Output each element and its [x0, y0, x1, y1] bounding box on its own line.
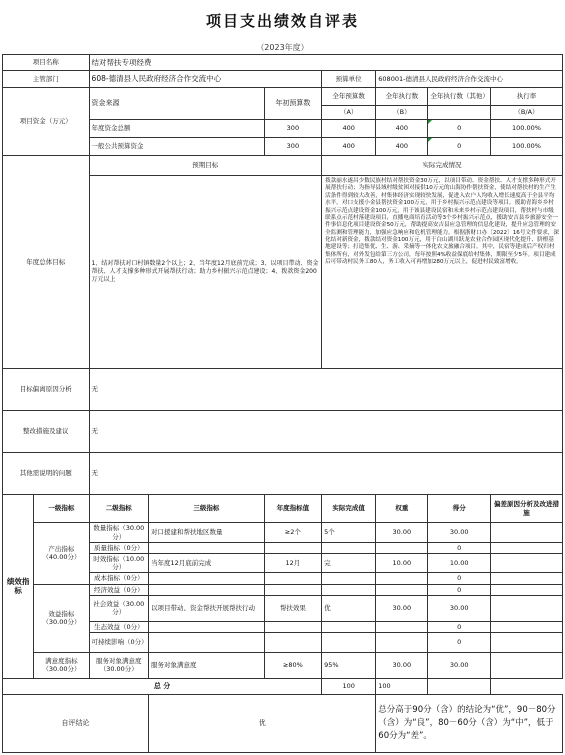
perf-score: 0 — [428, 543, 491, 554]
funds-sub-ba: （B/A） — [490, 106, 562, 120]
perf-score: 30.00 — [428, 595, 491, 621]
funds-rate-header: 执行率 — [490, 88, 562, 106]
perf-row — [3, 652, 563, 678]
goals-expected-header: 预期目标 — [89, 156, 322, 176]
deviation-row — [3, 369, 563, 411]
total-label: 总 分 — [3, 678, 322, 694]
perf-l3 — [148, 632, 264, 652]
report-year: （2023年度） — [256, 43, 309, 52]
perf-l2: 数量指标（30.00分） — [89, 523, 148, 543]
total-score: 100 — [376, 678, 428, 694]
perf-score: 0 — [428, 632, 491, 652]
perf-l2: 经济效益（0分） — [89, 584, 148, 595]
perf-l2: 质量指标（0分） — [89, 543, 148, 554]
funds-annual-header: 年初预算数 — [264, 88, 321, 120]
project-row — [3, 55, 563, 71]
perf-group-benefit: 效益指标（30.00分） — [34, 584, 89, 652]
perf-score: 30.00 — [428, 652, 491, 678]
perf-actual: 完 — [322, 554, 376, 573]
perf-l3: 对口援建和帮扶地区数量 — [148, 523, 264, 543]
perf-target: ≥2个 — [264, 523, 321, 543]
page-title: 项目支出绩效自评表 — [205, 12, 359, 30]
perf-target — [264, 573, 321, 584]
perf-weight: 30.00 — [376, 523, 428, 543]
self-eval-rule: 总分高于90分（含）的结论为“优”，90－80分（含）为“良”，80－60分（含）为“中”，低于60分为“差”。 — [376, 694, 563, 752]
perf-l2: 时效指标（10.00分） — [89, 554, 148, 573]
perf-target: ≥80% — [264, 652, 321, 678]
perf-weight: 10.00 — [376, 554, 428, 573]
perf-header-row — [3, 495, 563, 523]
self-eval-row — [3, 694, 563, 752]
perf-weight — [376, 543, 428, 554]
perf-target — [264, 543, 321, 554]
rectify-value: 无 — [89, 411, 562, 453]
perf-weight — [376, 573, 428, 584]
unit-label: 预算单位 — [322, 71, 376, 88]
funds-exec-header: 全年执行数 — [376, 88, 428, 106]
funds-row-budget: 400 — [322, 120, 376, 138]
goals-actual-text: 拨款丽水遂昌少数民族村结对帮扶资金30万元，以项目带动、资金帮扶、人才支撑多种形式开展帮扶行动；为指导县域村级贫困对接供10万元的山海协作帮扶资金，使结对帮扶村的生产生活条件得到较大改善，村集体经济实现较快发展，促进入农户人均收入增长速度高于全县平均水平。对口支援小金县帮扶资金100万元，用于乡村振兴示范点建设等项目。援助青海乡乡村振兴示范点建设资金100万元，用于该县建设民宿和未来乡村示范点建设项目，帮扶村与市级联系点示范村落建设项目，直播电商培育活动等3个乡村振兴示范点，援助安吉县乡旅游安全一件事信息化项目建设资金50万元，帮助提高安吉县应急管理的信息化建设，提升应急管理的安全监测和管理能力，加强应急响应和危机管理能力。根据浙财口办〔2022〕16号文件要求，深化结对新资金，拨款结对资金100万元，用于白山湖川跃龙农业合作园区现代化提升、脐橙基地建设等；打造集优、生、游、采摘等一体化农文旅融合项目。其中，民宿等建成后产权归村集体所有，对外发包给第三方公司，每年按照4%收益保底给村集体，期限至少5年。项目建成后可带动村民务工80人，务工收入可再增加280万元以上，促进村民致富增收。 — [322, 176, 563, 369]
funds-source-header: 资金来源 — [89, 88, 264, 120]
perf-weight — [376, 584, 428, 595]
perf-target — [264, 632, 321, 652]
perf-actual: 优 — [322, 595, 376, 621]
project-name: 结对帮扶专项经费 — [89, 55, 562, 71]
perf-actual — [322, 584, 376, 595]
other-value: 无 — [89, 453, 562, 495]
perf-actual — [322, 543, 376, 554]
funds-row-rate: 100.00% — [490, 120, 562, 138]
unit-value: 608001-德清县人民政府经济合作交流中心 — [376, 71, 563, 88]
perf-actual — [322, 573, 376, 584]
funds-budget-header: 全年预算数 — [322, 88, 376, 106]
perf-group-satisfaction: 满意度指标（30.00分） — [34, 652, 89, 678]
perf-row — [3, 584, 563, 595]
perf-target: 12月 — [264, 554, 321, 573]
perf-h1: 一级指标 — [34, 495, 89, 523]
deviation-value: 无 — [89, 369, 562, 411]
perf-l2: 生态效益（0分） — [89, 621, 148, 632]
goals-header-row — [3, 156, 563, 176]
perf-l2: 可持续影响（0分） — [89, 632, 148, 652]
funds-row-rate: 100.00% — [490, 138, 562, 156]
perf-score: 0 — [428, 621, 491, 632]
project-label: 项目名称 — [3, 55, 90, 71]
perf-h-weight: 权重 — [376, 495, 428, 523]
perf-h-reason: 偏差原因分析及改进措施 — [490, 495, 562, 523]
deviation-label: 目标偏离原因分析 — [3, 369, 90, 411]
total-row — [3, 678, 563, 694]
dept-value: 608-德清县人民政府经济合作交流中心 — [89, 71, 322, 88]
perf-h2: 二级指标 — [89, 495, 148, 523]
perf-label: 绩效指标 — [3, 495, 34, 679]
perf-l3: 服务对象满意度 — [148, 652, 264, 678]
total-weight: 100 — [322, 678, 376, 694]
dept-label: 主管部门 — [3, 71, 90, 88]
funds-row-exec: 400 — [376, 120, 428, 138]
other-row — [3, 453, 563, 495]
perf-l3: 当年度12月底前完成 — [148, 554, 264, 573]
perf-score: 30.00 — [428, 523, 491, 543]
dept-row — [3, 71, 563, 88]
perf-h-score: 得分 — [428, 495, 491, 523]
perf-l2: 服务对象满意度（30.00分） — [89, 652, 148, 678]
perf-score: 0 — [428, 584, 491, 595]
funds-other-header: 全年执行数（其他） — [428, 88, 491, 106]
perf-h-actual: 实际完成值 — [322, 495, 376, 523]
rectify-label: 整改措施及建议 — [3, 411, 90, 453]
goals-actual-header: 实际完成情况 — [322, 156, 563, 176]
funds-row-other: 0 — [428, 138, 491, 156]
perf-row — [3, 523, 563, 543]
funds-sub-a: （A） — [322, 106, 376, 120]
perf-l3 — [148, 584, 264, 595]
self-eval-value: 优 — [148, 694, 375, 752]
perf-target — [264, 621, 321, 632]
perf-actual: 95% — [322, 652, 376, 678]
funds-row-name: 一般公共预算资金 — [89, 138, 264, 156]
perf-l2: 成本指标（0分） — [89, 573, 148, 584]
funds-row-exec: 400 — [376, 138, 428, 156]
perf-l3 — [148, 543, 264, 554]
perf-l3 — [148, 573, 264, 584]
funds-row-budget: 400 — [322, 138, 376, 156]
perf-group-output: 产出指标（40.00分） — [34, 523, 89, 585]
perf-weight — [376, 632, 428, 652]
perf-actual — [322, 621, 376, 632]
perf-weight: 30.00 — [376, 652, 428, 678]
goals-expected-text: 1、结对帮扶对口村镇数量2个以上；2、当年度12月底前完成；3、以项目带动、资金帮扶、人才支撑多种形式开展帮扶行动；助力乡村振兴示范点建设；4、拨款资金200万元以上 — [89, 176, 322, 369]
perf-score: 10.00 — [428, 554, 491, 573]
funds-sub-b: （B） — [376, 106, 428, 120]
funds-row-annual: 300 — [264, 120, 321, 138]
perf-h-target: 年度指标值 — [264, 495, 321, 523]
rectify-row — [3, 411, 563, 453]
funds-label: 项目资金（万元） — [3, 88, 90, 156]
perf-actual: 5个 — [322, 523, 376, 543]
funds-row-other: 0 — [428, 120, 491, 138]
perf-l3 — [148, 621, 264, 632]
perf-score: 0 — [428, 573, 491, 584]
funds-row-annual: 300 — [264, 138, 321, 156]
evaluation-table — [2, 54, 563, 753]
perf-h3: 三级指标 — [148, 495, 264, 523]
perf-weight — [376, 621, 428, 632]
perf-target — [264, 584, 321, 595]
perf-target: 帮扶效果 — [264, 595, 321, 621]
perf-actual — [322, 632, 376, 652]
funds-header-row — [3, 88, 563, 106]
funds-row-name: 年度资金总额 — [89, 120, 264, 138]
self-eval-label: 自评结论 — [3, 694, 149, 752]
perf-weight: 30.00 — [376, 595, 428, 621]
goals-label: 年度总体目标 — [3, 156, 90, 369]
other-label: 其他需说明的问题 — [3, 453, 90, 495]
perf-l3: 以项目带动、资金帮扶开展帮扶行动 — [148, 595, 264, 621]
perf-l2: 社会效益（30.00分） — [89, 595, 148, 621]
